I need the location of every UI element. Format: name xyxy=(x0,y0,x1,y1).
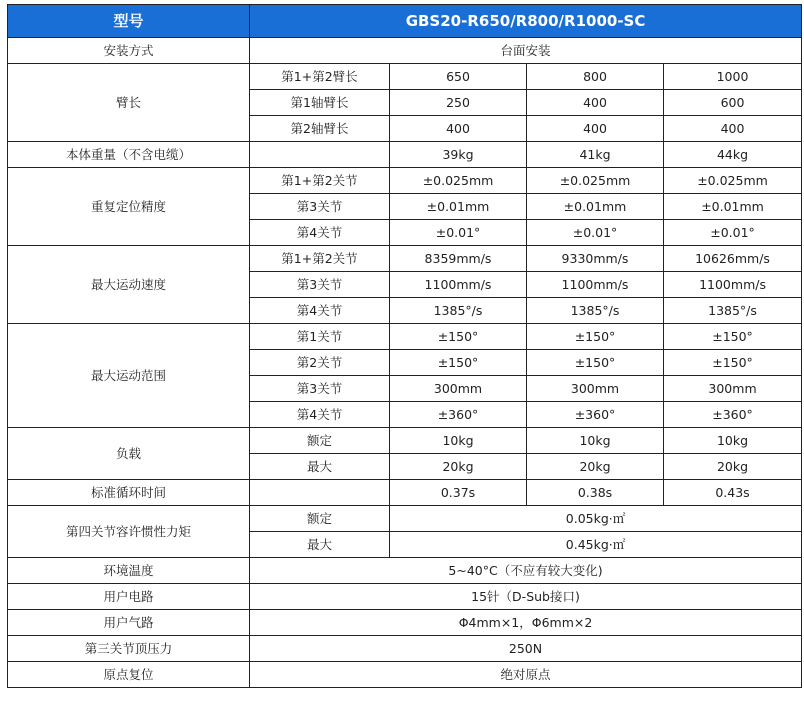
header-row xyxy=(8,5,802,38)
cell-value: ±360° xyxy=(664,402,802,428)
sub-label: 第3关节 xyxy=(250,272,390,298)
cell-value: 1385°/s xyxy=(390,298,527,324)
sub-label: 第1+第2关节 xyxy=(250,168,390,194)
cell-value: ±0.01mm xyxy=(390,194,527,220)
sub-label: 第2关节 xyxy=(250,350,390,376)
table-row xyxy=(8,558,802,584)
table-row xyxy=(8,480,802,506)
cell-value: 39kg xyxy=(390,142,527,168)
spec-table xyxy=(7,4,802,688)
cell-value: ±0.025mm xyxy=(527,168,664,194)
cell-value: 1385°/s xyxy=(664,298,802,324)
cell-value: 1100mm/s xyxy=(390,272,527,298)
model-value: GBS20-R650/R800/R1000-SC xyxy=(250,5,802,38)
cell-value: 0.37s xyxy=(390,480,527,506)
table-row xyxy=(8,142,802,168)
cell-value: 250 xyxy=(390,90,527,116)
cell-value: 300mm xyxy=(527,376,664,402)
table-row xyxy=(8,246,802,272)
cell-value: 10kg xyxy=(527,428,664,454)
cell-value: ±150° xyxy=(527,350,664,376)
cell-value: ±150° xyxy=(390,350,527,376)
cell-value: ±360° xyxy=(390,402,527,428)
row-label: 最大运动速度 xyxy=(8,246,250,324)
cell-value: 8359mm/s xyxy=(390,246,527,272)
cell-value: 0.38s xyxy=(527,480,664,506)
row-label: 第四关节容许惯性力矩 xyxy=(8,506,250,558)
cell-value: 250N xyxy=(250,636,802,662)
cell-value: 300mm xyxy=(390,376,527,402)
sub-label: 第2轴臂长 xyxy=(250,116,390,142)
sub-label: 最大 xyxy=(250,454,390,480)
sub-label: 第3关节 xyxy=(250,194,390,220)
table-row xyxy=(8,636,802,662)
cell-value: 0.43s xyxy=(664,480,802,506)
empty-cell xyxy=(250,142,390,168)
cell-value: Φ4mm×1，Φ6mm×2 xyxy=(250,610,802,636)
cell-value: 15针（D-Sub接口) xyxy=(250,584,802,610)
cell-value: 44kg xyxy=(664,142,802,168)
cell-value: 0.45kg·㎡ xyxy=(390,532,802,558)
sub-label: 第4关节 xyxy=(250,220,390,246)
sub-label: 额定 xyxy=(250,428,390,454)
cell-value: 10kg xyxy=(390,428,527,454)
sub-label: 第1关节 xyxy=(250,324,390,350)
table-row xyxy=(8,610,802,636)
cell-value: ±0.01° xyxy=(664,220,802,246)
cell-value: 20kg xyxy=(664,454,802,480)
cell-value: 10626mm/s xyxy=(664,246,802,272)
cell-value: 1000 xyxy=(664,64,802,90)
cell-value: ±150° xyxy=(664,324,802,350)
table-row xyxy=(8,428,802,454)
cell-value: 600 xyxy=(664,90,802,116)
row-label: 标准循环时间 xyxy=(8,480,250,506)
cell-value: 1385°/s xyxy=(527,298,664,324)
cell-value: 20kg xyxy=(390,454,527,480)
cell-value: 台面安装 xyxy=(250,38,802,64)
cell-value: 1100mm/s xyxy=(664,272,802,298)
cell-value: 400 xyxy=(390,116,527,142)
cell-value: 300mm xyxy=(664,376,802,402)
cell-value: 800 xyxy=(527,64,664,90)
cell-value: 绝对原点 xyxy=(250,662,802,688)
row-label: 重复定位精度 xyxy=(8,168,250,246)
sub-label: 第3关节 xyxy=(250,376,390,402)
cell-value: 650 xyxy=(390,64,527,90)
cell-value: 400 xyxy=(664,116,802,142)
table-row xyxy=(8,662,802,688)
cell-value: 400 xyxy=(527,90,664,116)
sub-label: 额定 xyxy=(250,506,390,532)
cell-value: ±150° xyxy=(664,350,802,376)
cell-value: 41kg xyxy=(527,142,664,168)
row-label: 用户气路 xyxy=(8,610,250,636)
cell-value: 10kg xyxy=(664,428,802,454)
row-label: 用户电路 xyxy=(8,584,250,610)
sub-label: 第1+第2关节 xyxy=(250,246,390,272)
cell-value: ±0.01mm xyxy=(527,194,664,220)
cell-value: 1100mm/s xyxy=(527,272,664,298)
cell-value: 0.05kg·㎡ xyxy=(390,506,802,532)
empty-cell xyxy=(250,480,390,506)
sub-label: 第4关节 xyxy=(250,298,390,324)
table-row xyxy=(8,168,802,194)
cell-value: ±0.01° xyxy=(527,220,664,246)
cell-value: ±0.01° xyxy=(390,220,527,246)
model-label: 型号 xyxy=(8,5,250,38)
cell-value: 5~40°C（不应有较大变化) xyxy=(250,558,802,584)
cell-value: ±360° xyxy=(527,402,664,428)
cell-value: ±0.025mm xyxy=(664,168,802,194)
cell-value: 400 xyxy=(527,116,664,142)
cell-value: ±150° xyxy=(390,324,527,350)
row-label: 环境温度 xyxy=(8,558,250,584)
row-label: 原点复位 xyxy=(8,662,250,688)
row-label: 最大运动范围 xyxy=(8,324,250,428)
row-label: 臂长 xyxy=(8,64,250,142)
sub-label: 第1+第2臂长 xyxy=(250,64,390,90)
cell-value: ±0.01mm xyxy=(664,194,802,220)
row-label: 第三关节顶压力 xyxy=(8,636,250,662)
table-row xyxy=(8,38,802,64)
sub-label: 最大 xyxy=(250,532,390,558)
table-row xyxy=(8,324,802,350)
sub-label: 第1轴臂长 xyxy=(250,90,390,116)
table-row xyxy=(8,506,802,532)
sub-label: 第4关节 xyxy=(250,402,390,428)
cell-value: 20kg xyxy=(527,454,664,480)
cell-value: ±150° xyxy=(527,324,664,350)
cell-value: ±0.025mm xyxy=(390,168,527,194)
table-row xyxy=(8,64,802,90)
table-row xyxy=(8,584,802,610)
row-label: 本体重量（不含电缆） xyxy=(8,142,250,168)
cell-value: 9330mm/s xyxy=(527,246,664,272)
row-label: 负载 xyxy=(8,428,250,480)
row-label: 安装方式 xyxy=(8,38,250,64)
